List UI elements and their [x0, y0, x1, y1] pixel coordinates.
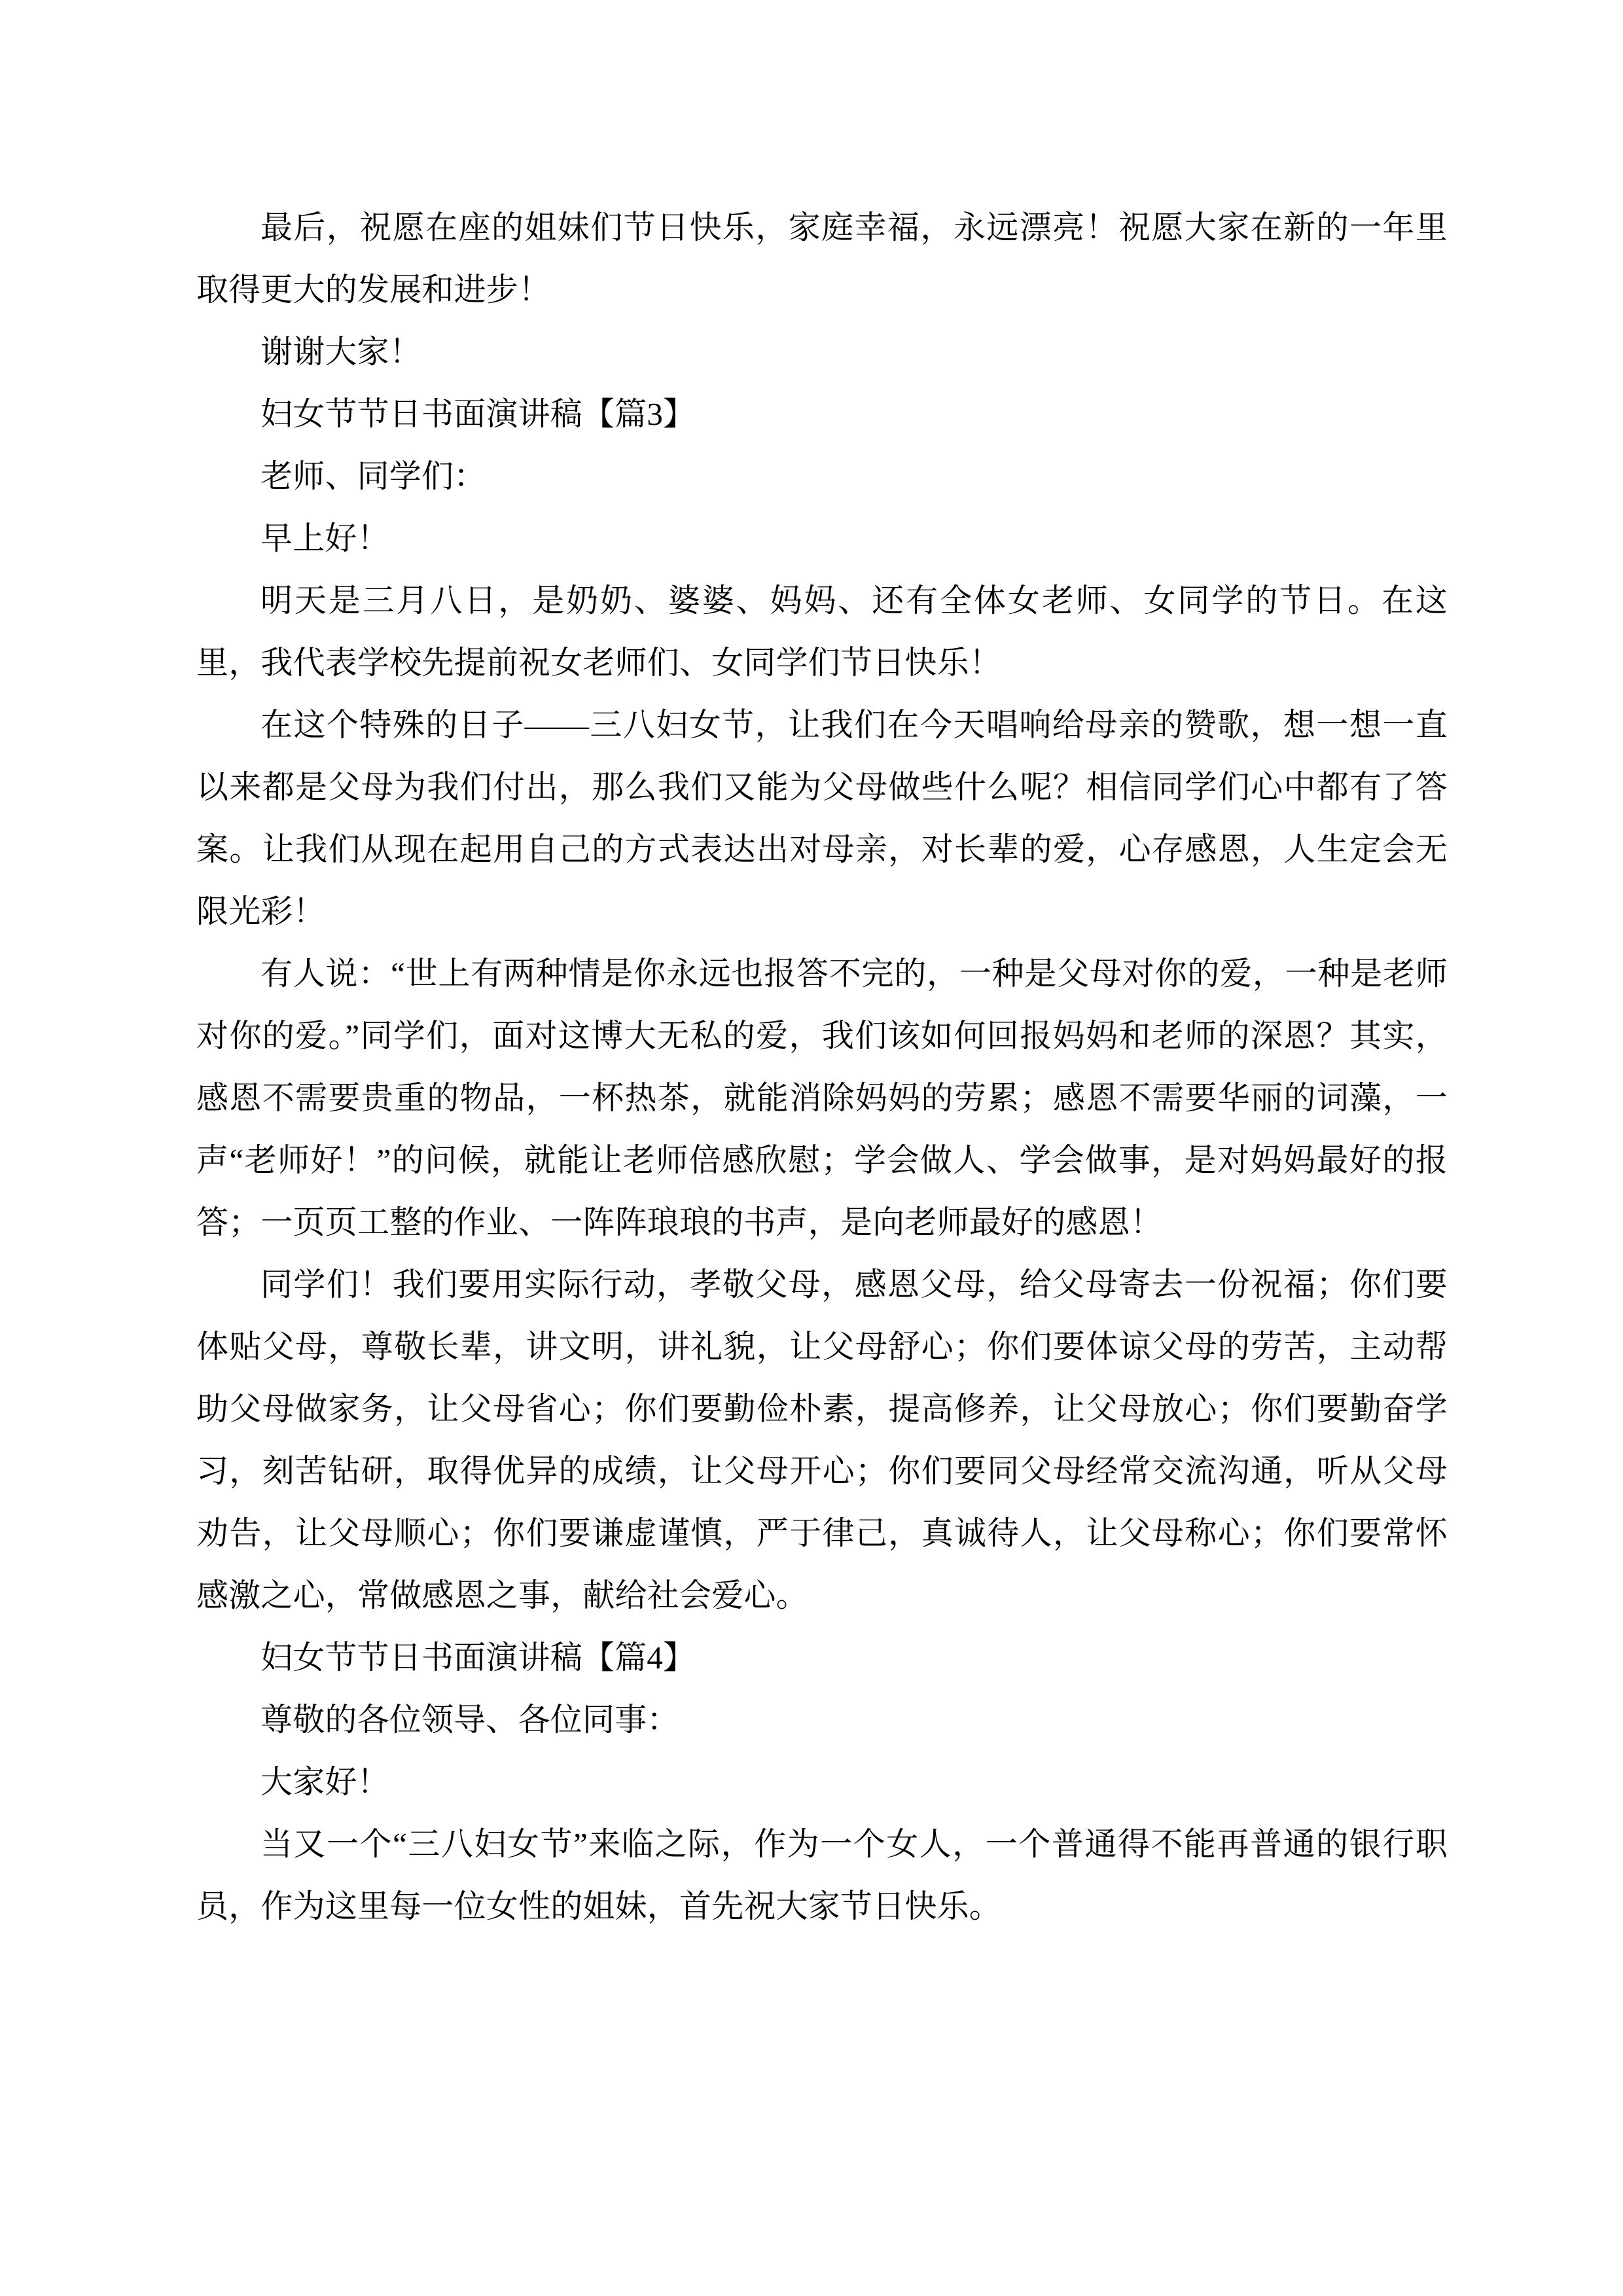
- paragraph-thanks: 谢谢大家！: [260, 334, 422, 370]
- paragraph-classmates-action: 同学们！我们要用实际行动，孝敬父母，感恩父母，给父母寄去一份祝福；你们要体贴父母，尊敬长辈，讲文明，讲礼貌，让父母舒心；你们要体谅父母的劳苦，主动帮助父母做家务，让父母省心；你们要勤俭朴素，提高修养，让父母放心；你们要勤奋学习，刻苦钻研，取得优异的成绩，让父母开心；你们要同父母经常交流沟通，听从父母劝告，让父母顺心；你们要谦虚谨慎，严于律己，真诚待人，让父母称心；你们要常怀感激之心，常做感恩之事，献给社会爱心。: [196, 1266, 1448, 1613]
- paragraph-someone-said: 有人说：“世上有两种情是你永远也报答不完的，一种是父母对你的爱，一种是老师对你的爱。”同学们，面对这博大无私的爱，我们该如何回报妈妈和老师的深恩？其实，感恩不需要贵重的物品，一杯热茶，就能消除妈妈的劳累；感恩不需要华丽的词藻，一声“老师好！”的问候，就能让老师倍感欣慰；学会做人、学会做事，是对妈妈最好的报答；一页页工整的作业、一阵阵琅琅的书声，是向老师最好的感恩！: [196, 956, 1448, 1240]
- paragraph-salutation-teachers-students: 老师、同学们：: [260, 458, 486, 494]
- heading-speech-3: 妇女节节日书面演讲稿【篇3】: [260, 396, 696, 432]
- paragraph-good-morning: 早上好！: [260, 520, 389, 556]
- paragraph-closing-wish: 最后，祝愿在座的姐妹们节日快乐，家庭幸福，永远漂亮！祝愿大家在新的一年里取得更大的发展和进步！: [196, 209, 1448, 308]
- paragraph-salutation-leaders-colleagues: 尊敬的各位领导、各位同事：: [260, 1702, 679, 1738]
- paragraph-tomorrow-march-eighth: 明天是三月八日，是奶奶、婆婆、妈妈、还有全体女老师、女同学的节日。在这里，我代表学校先提前祝女老师们、女同学们节日快乐！: [196, 583, 1448, 681]
- paragraph-special-day: 在这个特殊的日子——三八妇女节，让我们在今天唱响给母亲的赞歌，想一想一直以来都是父母为我们付出，那么我们又能为父母做些什么呢？相信同学们心中都有了答案。让我们从现在起用自己的方式表达出对母亲，对长辈的爱，心存感恩，人生定会无限光彩！: [196, 707, 1448, 929]
- paragraph-hello-everyone: 大家好！: [260, 1764, 389, 1800]
- paragraph-bank-clerk-intro: 当又一个“三八妇女节”来临之际，作为一个女人，一个普通得不能再普通的银行职员，作为这里每一位女性的姐妹，首先祝大家节日快乐。: [196, 1826, 1448, 1924]
- document-body: [196, 196, 1448, 1937]
- heading-speech-4: 妇女节节日书面演讲稿【篇4】: [260, 1640, 696, 1676]
